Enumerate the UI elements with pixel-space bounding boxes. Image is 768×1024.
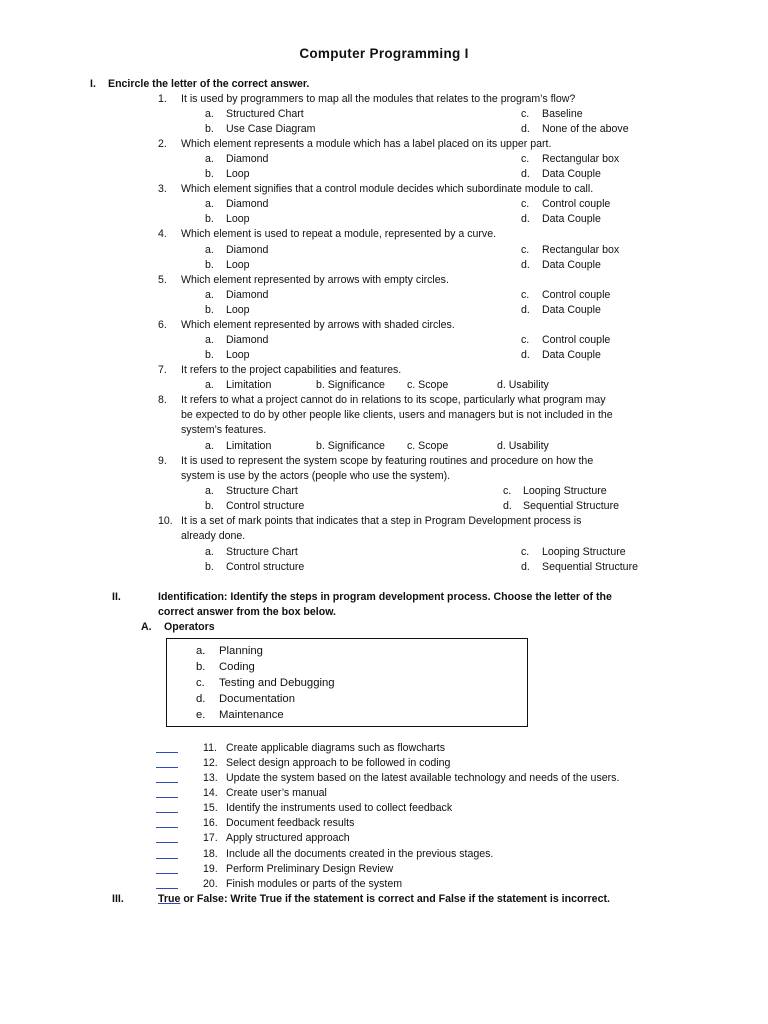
section-3-heading — [158, 893, 610, 906]
choice-letter: a. — [205, 546, 214, 558]
choice-letter: d. — [521, 123, 530, 135]
choice-letter: c. — [521, 546, 530, 558]
choice-option: Diamond — [226, 244, 269, 256]
choice-option: Looping Structure — [523, 485, 607, 497]
question-text: be expected to do by other people like clients, users and managers but is not included in the — [181, 409, 613, 421]
choice-option: Use Case Diagram — [226, 123, 316, 135]
choice-letter: b. — [205, 123, 214, 135]
question-text: Which element represented by arrows with shaded circles. — [181, 319, 455, 331]
choice-letter: d. — [521, 561, 530, 573]
choice-letter: a. — [205, 485, 214, 497]
choice-option: Baseline — [542, 108, 583, 120]
item-text: Update the system based on the latest available technology and needs of the users. — [226, 772, 620, 784]
choice-option: c. Scope — [407, 440, 449, 452]
choice-letter: b. — [205, 168, 214, 180]
item-number: 15. — [203, 802, 218, 814]
answer-box — [166, 638, 528, 727]
answer-blank[interactable] — [156, 888, 178, 889]
page-title: Computer Programming I — [299, 46, 469, 61]
item-number: 17. — [203, 832, 218, 844]
choice-option: Looping Structure — [542, 546, 626, 558]
choice-letter: b. — [205, 259, 214, 271]
answer-blank[interactable] — [156, 842, 178, 843]
choice-letter: d. — [521, 168, 530, 180]
box-letter: d. — [196, 693, 206, 705]
choice-option: Structure Chart — [226, 485, 298, 497]
choice-option: Loop — [226, 349, 250, 361]
item-text: Include all the documents created in the previous stages. — [226, 848, 494, 860]
choice-option: d. Usability — [497, 440, 549, 452]
item-text: Create applicable diagrams such as flowcharts — [226, 742, 446, 754]
choice-option: Diamond — [226, 289, 269, 301]
choice-option: Loop — [226, 259, 250, 271]
choice-letter: a. — [205, 198, 214, 210]
question-number: 8. — [158, 394, 167, 406]
choice-option: Data Couple — [542, 304, 601, 316]
item-number: 12. — [203, 757, 218, 769]
choice-option: d. Usability — [497, 379, 549, 391]
section-2-numeral: II. — [112, 591, 121, 603]
question-text: It refers to what a project cannot do in relations to its scope, particularly what program may — [181, 394, 606, 406]
subsection-letter: A. — [141, 621, 152, 633]
choice-option: Diamond — [226, 153, 269, 165]
question-number: 7. — [158, 364, 167, 376]
choice-option: Diamond — [226, 198, 269, 210]
box-option: Coding — [219, 661, 255, 673]
item-number: 18. — [203, 848, 218, 860]
choice-letter: c. — [521, 153, 530, 165]
question-text: Which element represented by arrows with empty circles. — [181, 274, 449, 286]
question-text: Which element is used to repeat a module, represented by a curve. — [181, 228, 497, 240]
box-letter: c. — [196, 677, 205, 689]
choice-option: Data Couple — [542, 213, 601, 225]
choice-letter: b. — [205, 561, 214, 573]
choice-option: b. Significance — [316, 440, 385, 452]
item-text: Apply structured approach — [226, 832, 350, 844]
choice-letter: a. — [205, 108, 214, 120]
question-text: It is used by programmers to map all the modules that relates to the program’s flow? — [181, 93, 576, 105]
choice-letter: a. — [205, 440, 214, 452]
choice-option: Limitation — [226, 379, 272, 391]
choice-option: Data Couple — [542, 349, 601, 361]
section-1-numeral: I. — [90, 78, 96, 90]
question-text: It refers to the project capabilities and features. — [181, 364, 402, 376]
box-option: Planning — [219, 645, 263, 657]
choice-letter: b. — [205, 500, 214, 512]
question-number: 6. — [158, 319, 167, 331]
choice-option: Control couple — [542, 198, 611, 210]
answer-blank[interactable] — [156, 858, 178, 859]
choice-letter: a. — [205, 244, 214, 256]
choice-option: Control structure — [226, 500, 305, 512]
answer-blank[interactable] — [156, 782, 178, 783]
section-2-heading: Identification: Identify the steps in program development process. Choose the letter of the — [158, 591, 612, 603]
choice-option: b. Significance — [316, 379, 385, 391]
box-option: Documentation — [219, 693, 295, 705]
item-text: Document feedback results — [226, 817, 355, 829]
subsection-label: Operators — [164, 621, 215, 633]
choice-letter: d. — [521, 304, 530, 316]
item-number: 16. — [203, 817, 218, 829]
answer-blank[interactable] — [156, 752, 178, 753]
answer-blank[interactable] — [156, 812, 178, 813]
section-3-numeral: III. — [112, 893, 124, 905]
answer-blank[interactable] — [156, 827, 178, 828]
choice-option: Data Couple — [542, 259, 601, 271]
box-option: Maintenance — [219, 709, 284, 721]
choice-letter: a. — [205, 153, 214, 165]
item-text: Perform Preliminary Design Review — [226, 863, 394, 875]
choice-letter: c. — [521, 108, 530, 120]
choice-letter: d. — [503, 500, 512, 512]
choice-option: Diamond — [226, 334, 269, 346]
choice-option: Rectangular box — [542, 244, 620, 256]
choice-letter: a. — [205, 334, 214, 346]
item-number: 13. — [203, 772, 218, 784]
question-text: system is use by the actors (people who use the system). — [181, 470, 451, 482]
choice-letter: c. — [521, 289, 530, 301]
question-number: 2. — [158, 138, 167, 150]
choice-option: None of the above — [542, 123, 629, 135]
choice-option: Data Couple — [542, 168, 601, 180]
choice-letter: d. — [521, 213, 530, 225]
choice-letter: a. — [205, 379, 214, 391]
choice-letter: b. — [205, 349, 214, 361]
choice-letter: b. — [205, 213, 214, 225]
question-number: 3. — [158, 183, 167, 195]
choice-option: Loop — [226, 168, 250, 180]
choice-letter: c. — [503, 485, 512, 497]
choice-option: Control couple — [542, 289, 611, 301]
answer-blank[interactable] — [156, 797, 178, 798]
question-text: system’s features. — [181, 424, 267, 436]
section-3-heading-rest: or False: Write True if the statement is correct and False if the statement is incorrect. — [180, 893, 610, 905]
choice-letter: d. — [521, 259, 530, 271]
answer-blank[interactable] — [156, 767, 178, 768]
box-letter: a. — [196, 645, 206, 657]
answer-blank[interactable] — [156, 873, 178, 874]
box-letter: b. — [196, 661, 206, 673]
choice-option: Control couple — [542, 334, 611, 346]
question-number: 4. — [158, 228, 167, 240]
section-2-heading-cont: correct answer from the box below. — [158, 606, 336, 618]
question-number: 1. — [158, 93, 167, 105]
item-text: Identify the instruments used to collect feedback — [226, 802, 453, 814]
choice-letter: a. — [205, 289, 214, 301]
choice-option: Limitation — [226, 440, 272, 452]
choice-option: Rectangular box — [542, 153, 620, 165]
item-number: 19. — [203, 863, 218, 875]
choice-option: Loop — [226, 213, 250, 225]
section-1-heading: Encircle the letter of the correct answer. — [108, 78, 310, 90]
choice-letter: b. — [205, 304, 214, 316]
choice-option: c. Scope — [407, 379, 449, 391]
choice-option: Sequential Structure — [523, 500, 619, 512]
item-text: Create user’s manual — [226, 787, 327, 799]
item-number: 14. — [203, 787, 218, 799]
choice-letter: c. — [521, 198, 530, 210]
box-option: Testing and Debugging — [219, 677, 335, 689]
question-number: 5. — [158, 274, 167, 286]
true-word: True — [158, 893, 181, 905]
question-text: already done. — [181, 530, 246, 542]
question-text: It is used to represent the system scope by featuring routines and procedure on how the — [181, 455, 594, 467]
item-text: Finish modules or parts of the system — [226, 878, 403, 890]
item-text: Select design approach to be followed in coding — [226, 757, 451, 769]
choice-option: Sequential Structure — [542, 561, 638, 573]
question-number: 10. — [158, 515, 173, 527]
question-number: 9. — [158, 455, 167, 467]
item-number: 20. — [203, 878, 218, 890]
choice-letter: c. — [521, 244, 530, 256]
choice-option: Control structure — [226, 561, 305, 573]
question-text: Which element represents a module which has a label placed on its upper part. — [181, 138, 552, 150]
question-text: Which element signifies that a control module decides which subordinate module to call. — [181, 183, 594, 195]
box-letter: e. — [196, 709, 206, 721]
question-text: It is a set of mark points that indicates that a step in Program Development process is — [181, 515, 582, 527]
choice-option: Structure Chart — [226, 546, 298, 558]
choice-option: Structured Chart — [226, 108, 304, 120]
choice-letter: d. — [521, 349, 530, 361]
item-number: 11. — [203, 742, 217, 754]
choice-option: Loop — [226, 304, 250, 316]
choice-letter: c. — [521, 334, 530, 346]
